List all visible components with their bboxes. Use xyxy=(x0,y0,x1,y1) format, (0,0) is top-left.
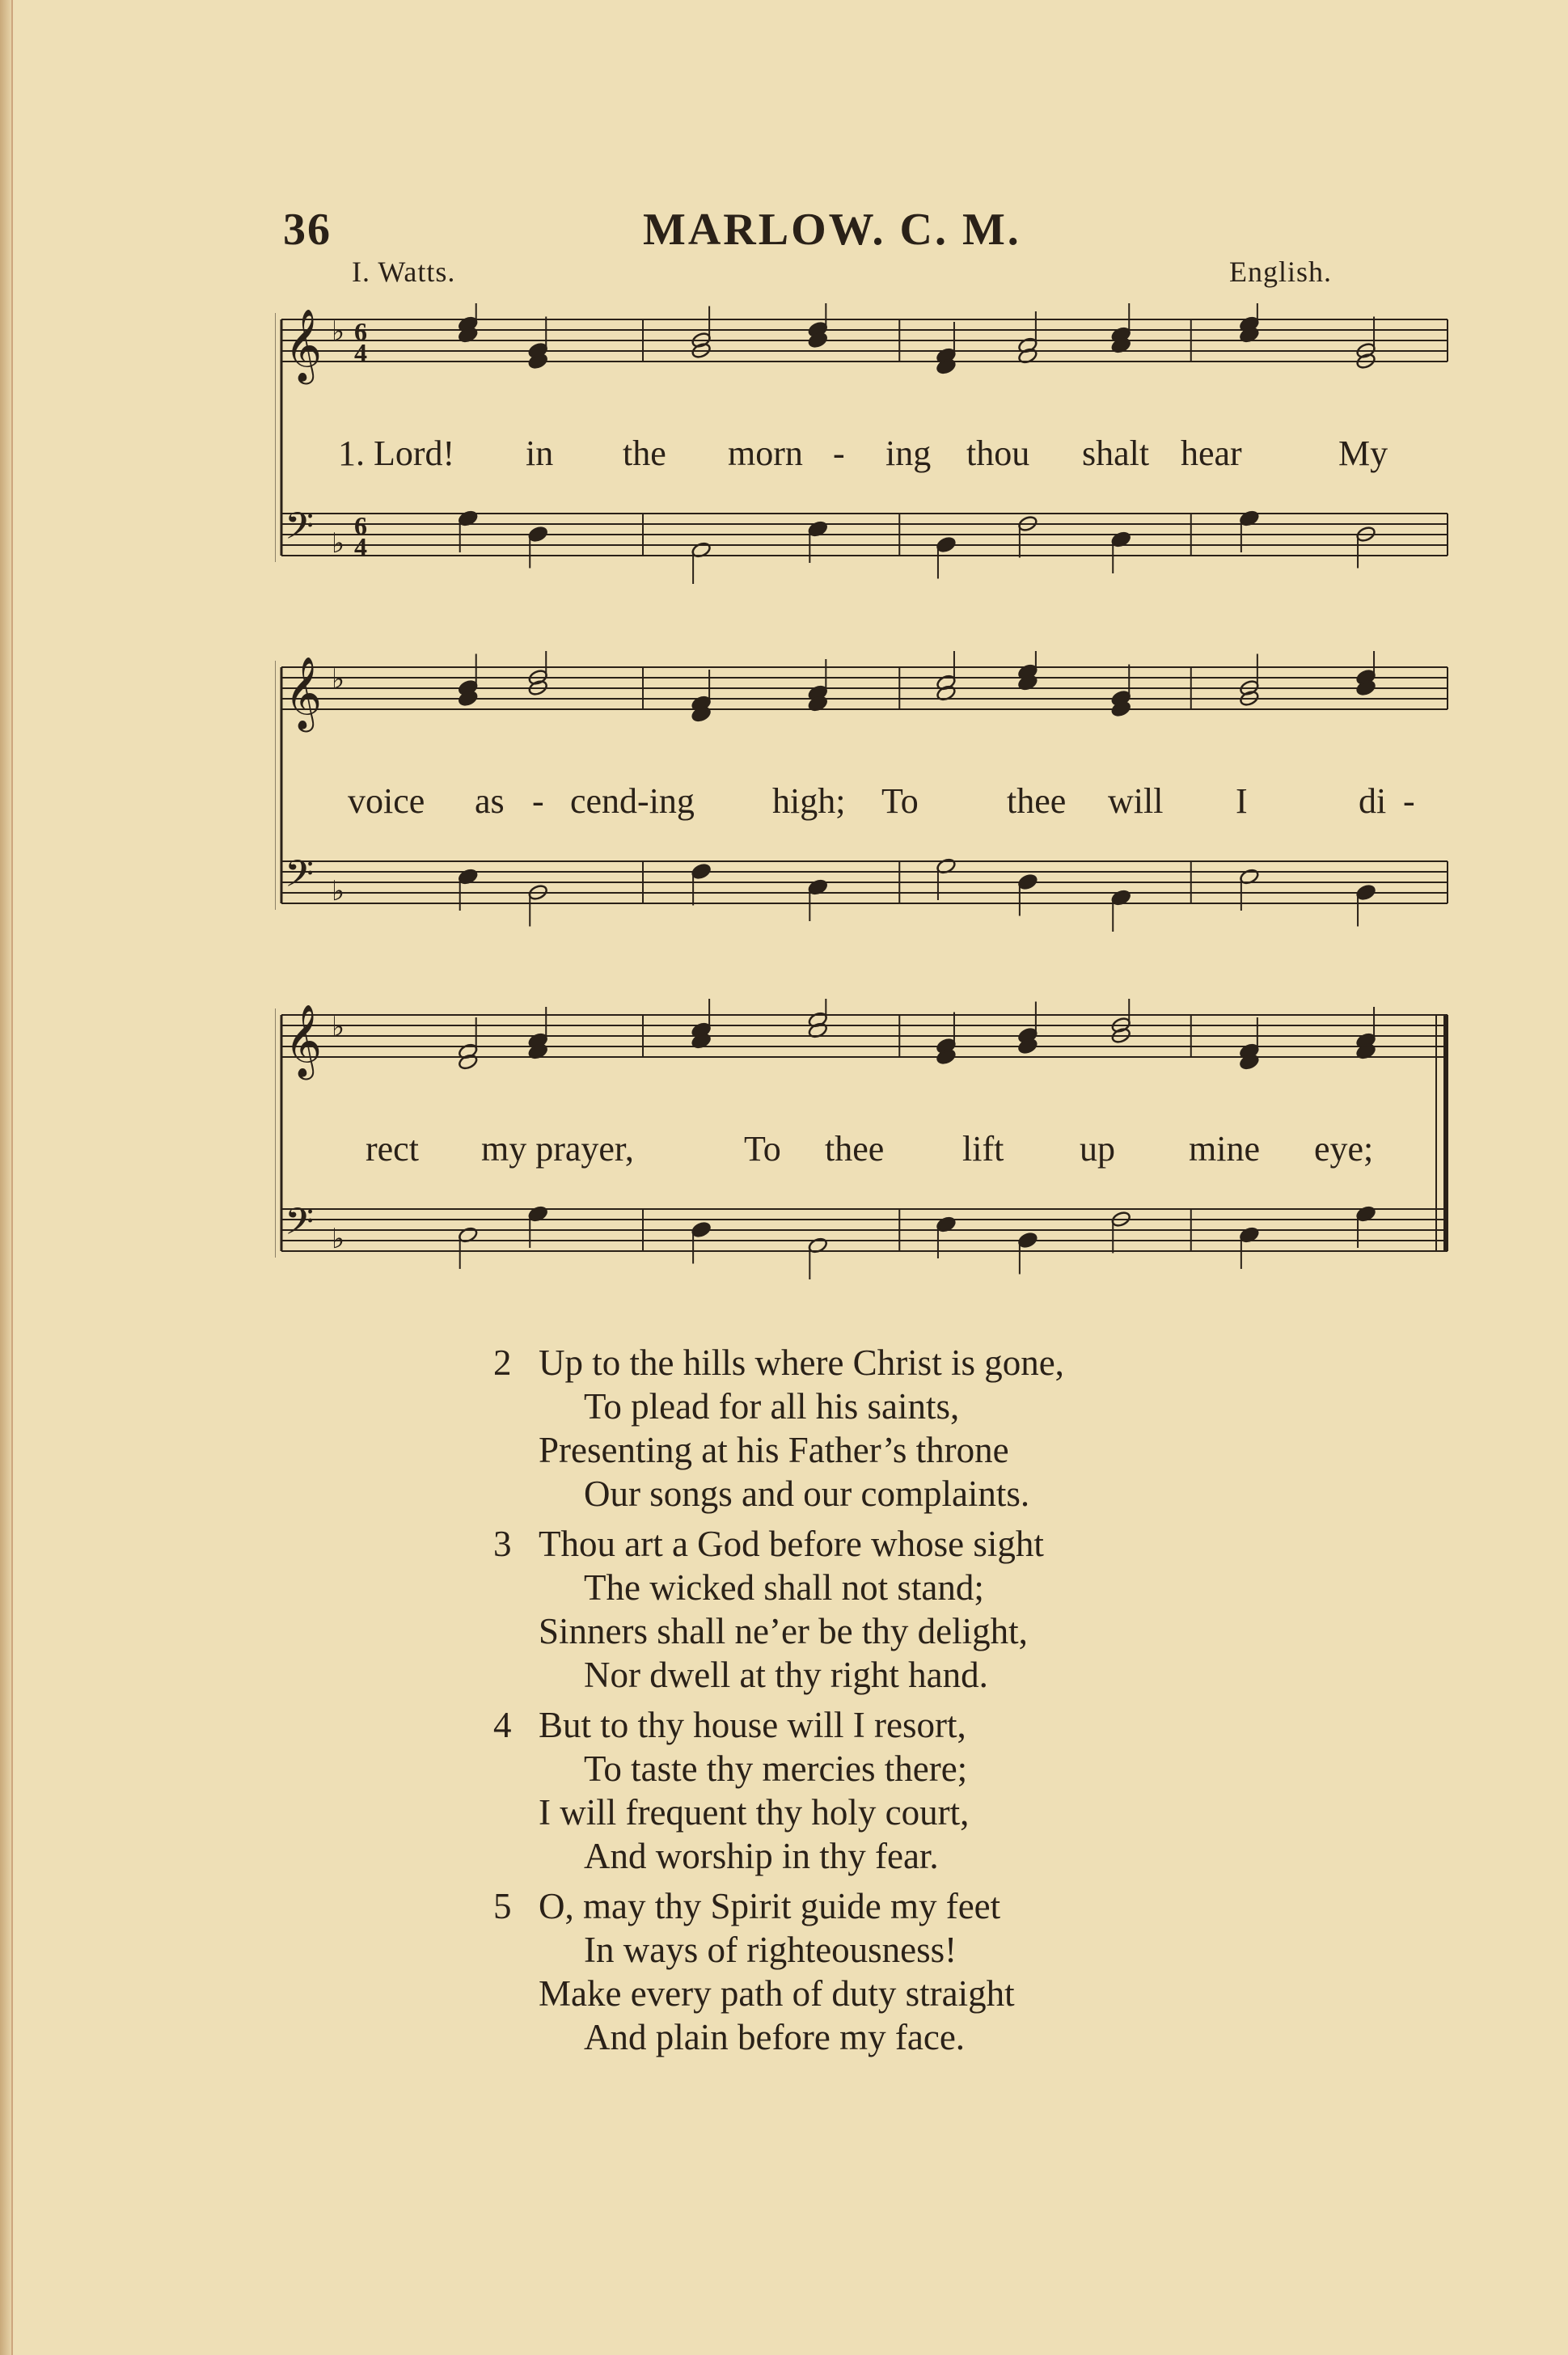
lyric-syllable: ing xyxy=(885,433,932,473)
stanza-5 xyxy=(493,1884,1302,2059)
treble-clef-icon: 𝄞 xyxy=(285,657,323,729)
verse-number: 5 xyxy=(493,1886,512,1926)
lyric-syllable: - xyxy=(833,433,845,473)
lyric-syllable: hear xyxy=(1181,433,1242,473)
time-signature-icon: 4 xyxy=(354,338,367,367)
lyric-syllable: To xyxy=(881,781,919,821)
lyric-syllable: To xyxy=(744,1129,781,1169)
verse-line: And worship in thy fear. xyxy=(584,1836,939,1876)
verse-line: To plead for all his saints, xyxy=(584,1386,960,1427)
verse-line: O, may thy Spirit guide my feet xyxy=(539,1886,1001,1926)
treble-clef-icon: 𝄞 xyxy=(285,309,323,382)
lyric-syllable: the xyxy=(623,433,666,473)
flat-icon: ♭ xyxy=(332,663,345,696)
lyric-syllable: high; xyxy=(772,781,846,821)
lyric-syllable: thou xyxy=(966,433,1030,473)
verse-number: 2 xyxy=(493,1342,512,1383)
lyric-syllable: di xyxy=(1359,781,1387,821)
music-system-1 xyxy=(275,303,1456,611)
treble-clef-icon: 𝄞 xyxy=(285,1004,323,1077)
flat-icon: ♭ xyxy=(332,315,345,348)
lyric-syllable: morn xyxy=(728,433,803,473)
lyric-syllable: in xyxy=(526,433,554,473)
verse-line: Up to the hills where Christ is gone, xyxy=(539,1342,1064,1383)
stanza-3 xyxy=(493,1522,1302,1697)
bass-clef-icon: 𝄢 xyxy=(285,852,315,905)
hymn-title: MARLOW. C. M. xyxy=(643,205,1021,255)
verse-line: Sinners shall ne’er be thy delight, xyxy=(539,1611,1028,1651)
page-edge xyxy=(0,0,11,2355)
page-margin-line xyxy=(11,0,13,2355)
bass-clef-icon: 𝄢 xyxy=(285,1200,315,1253)
verse-line: Make every path of duty straight xyxy=(539,1973,1015,2014)
flat-icon: ♭ xyxy=(332,1011,345,1043)
verse-line: Presenting at his Father’s throne xyxy=(539,1430,1009,1470)
lyric-syllable: - xyxy=(1403,781,1415,821)
verse-line: And plain before my face. xyxy=(584,2017,966,2057)
lyric-syllable: thee xyxy=(825,1129,885,1169)
lyric-syllable: cend-ing xyxy=(570,781,695,821)
author-credit: I. Watts. xyxy=(352,256,456,288)
lyric-syllable: 1. Lord! xyxy=(338,433,455,473)
lyric-syllable: will xyxy=(1108,781,1164,821)
stanza-2 xyxy=(493,1341,1302,1516)
music-system-2 xyxy=(275,651,1456,958)
lyric-syllable: up xyxy=(1080,1129,1115,1169)
verse-line: Nor dwell at thy right hand. xyxy=(584,1655,988,1695)
verse-number: 3 xyxy=(493,1524,512,1564)
music-system-3 xyxy=(275,999,1456,1306)
time-signature-icon: 6 xyxy=(354,317,367,346)
lyric-syllable: eye; xyxy=(1314,1129,1374,1169)
time-signature-icon: 6 xyxy=(354,511,367,540)
lyric-syllable: My xyxy=(1338,433,1388,473)
lyrics-line-1 xyxy=(275,433,1456,481)
lyric-syllable: - xyxy=(532,781,544,821)
page-number: 36 xyxy=(283,205,332,255)
lyric-syllable: rect xyxy=(366,1129,419,1169)
verses xyxy=(493,1341,1302,2065)
verse-line: Thou art a God before whose sight xyxy=(539,1524,1044,1564)
lyric-syllable: I xyxy=(1236,781,1248,821)
verse-line: But to thy house will I resort, xyxy=(539,1705,966,1745)
lyric-syllable: lift xyxy=(962,1129,1004,1169)
verse-line: I will frequent thy holy court, xyxy=(539,1792,970,1833)
lyric-syllable: thee xyxy=(1007,781,1067,821)
bass-clef-icon: 𝄢 xyxy=(285,505,315,557)
flat-icon: ♭ xyxy=(332,875,345,907)
lyrics-line-3 xyxy=(275,1128,1456,1177)
verse-number: 4 xyxy=(493,1705,512,1745)
lyric-syllable: shalt xyxy=(1082,433,1150,473)
lyric-syllable: mine xyxy=(1189,1129,1260,1169)
composer-credit: English. xyxy=(1229,256,1333,288)
verse-line: To taste thy mercies there; xyxy=(584,1748,968,1789)
lyric-syllable: my prayer, xyxy=(481,1129,634,1169)
verse-line: The wicked shall not stand; xyxy=(584,1567,984,1608)
lyric-syllable: as xyxy=(475,781,505,821)
flat-icon: ♭ xyxy=(332,1223,345,1255)
lyric-syllable: voice xyxy=(348,781,425,821)
flat-icon: ♭ xyxy=(332,527,345,560)
verse-line: In ways of righteousness! xyxy=(584,1930,957,1970)
stanza-4 xyxy=(493,1703,1302,1878)
verse-line: Our songs and our complaints. xyxy=(584,1473,1030,1514)
time-signature-icon: 4 xyxy=(354,532,367,561)
lyrics-line-2 xyxy=(275,780,1456,829)
